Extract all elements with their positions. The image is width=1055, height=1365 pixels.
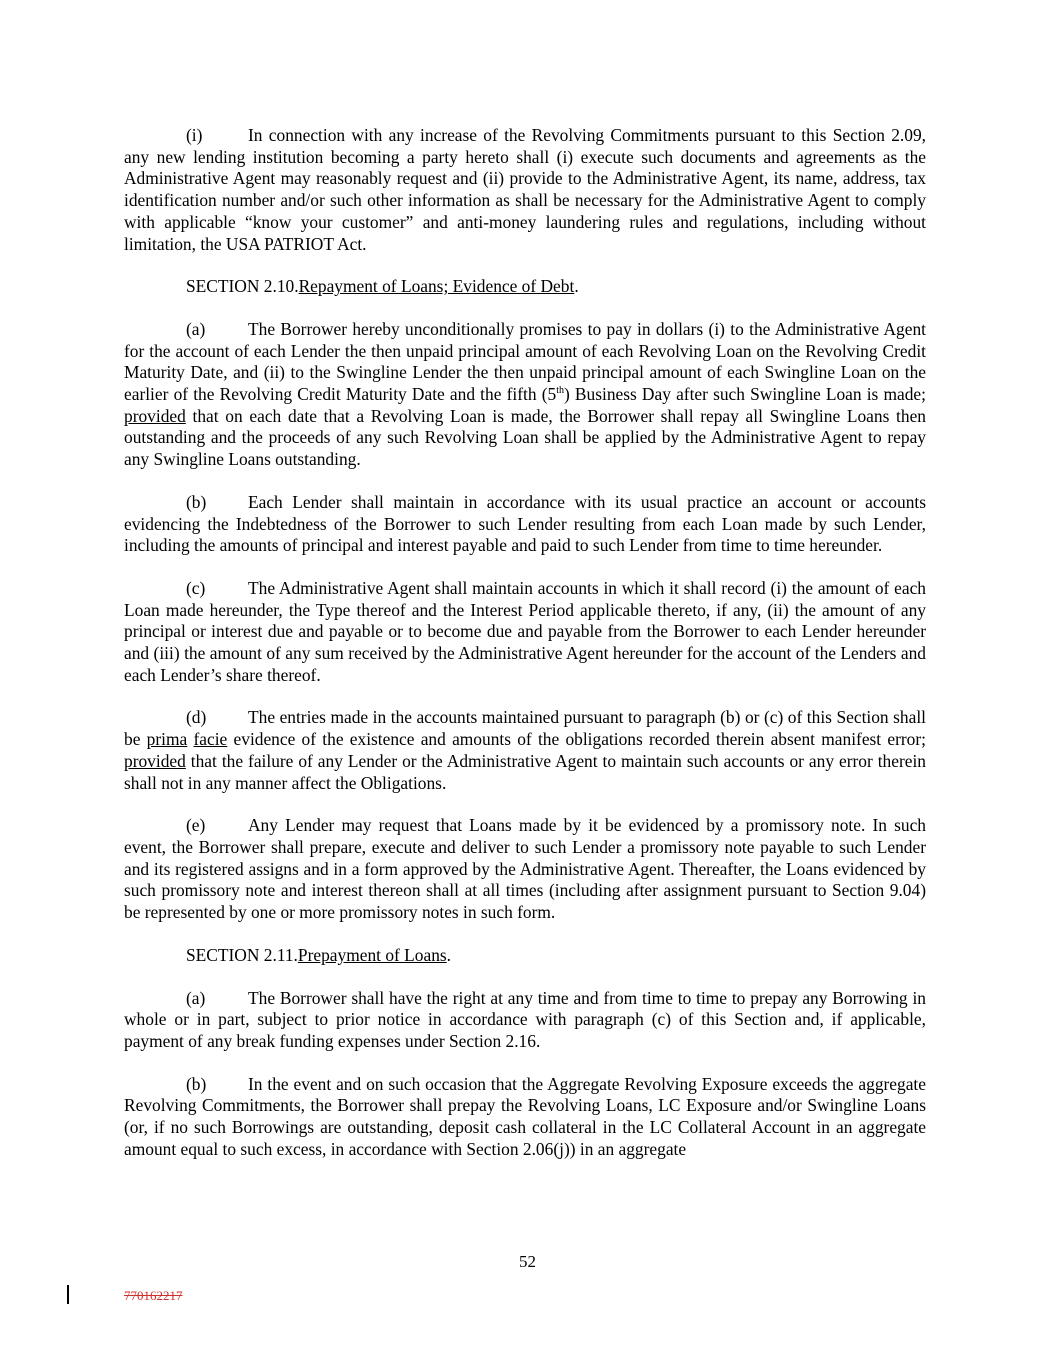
paragraph-i [124, 125, 926, 255]
paragraph-label: (d) [186, 707, 207, 728]
paragraph-2-10-c [124, 578, 926, 687]
paragraph-text: The Borrower shall have the right at any time and from time to time to prepay any Borrowing in whole or in part, subject to prior notice in accordance with paragraph (c) of this Section and, if applicable, payment of any break funding expenses under Section 2.16. [124, 987, 926, 1051]
document-number: 770162217 [124, 1288, 183, 1303]
paragraph-label: (a) [186, 987, 206, 1008]
paragraph-2-10-b [124, 492, 926, 557]
paragraph-2-11-a [124, 988, 926, 1053]
paragraph-text: In the event and on such occasion that the Aggregate Revolving Exposure exceeds the aggregate Revolving Commitments, the Borrower shall prepay the Revolving Loans, LC Exposure and/or Swingline Loans (or, if no such Borrowings are outstanding, deposit cash collateral in the LC Collateral Account in an aggregate amount equal to such excess, in accordance with Section 2.06(j)) in an aggregate [124, 1073, 926, 1159]
change-bar [67, 1285, 69, 1304]
prima-term: prima [146, 729, 188, 750]
paragraph-2-11-b [124, 1074, 926, 1161]
provided-term: provided [124, 405, 186, 426]
paragraph-label: (i) [186, 125, 203, 145]
paragraph-text: The Administrative Agent shall maintain accounts in which it shall record (i) the amount of each Loan made hereunder, the Type thereof and the Interest Period applicable thereto, if any, (ii) the amount of any principal or interest due and payable or to become due and payable from the Borrower to each Lender hereunder and (iii) the amount of any sum received by the Administrative Agent hereunder for the account of the Lenders and each Lender’s share thereof. [124, 577, 926, 685]
paragraph-text: that the failure of any Lender or the Administrative Agent to maintain such accounts or any error therein shall not in any manner affect the Obligations. [124, 750, 926, 793]
section-number: SECTION 2.11. [186, 944, 298, 965]
section-heading-2-10 [124, 276, 926, 298]
paragraph-label: (b) [186, 491, 207, 512]
paragraph-2-10-d [124, 707, 926, 794]
superscript: th [556, 385, 564, 397]
paragraph-2-10-e [124, 815, 926, 924]
paragraph-text: The Borrower hereby unconditionally promises to pay in dollars (i) to the Administrative Agent for the account of each Lender the then unpaid principal amount of each Revolving Loan on the Revolving Credit Maturity Date, and (ii) to the Swingline Lender the then unpaid principal amount of each Swingline Loan on the earlier of the Revolving Credit Maturity Date and the fifth (5 [124, 318, 926, 405]
section-period: . [574, 276, 579, 297]
paragraph-text: that on each date that a Revolving Loan is made, the Borrower shall repay all Swingline Loans then outstanding and the proceeds of any such Revolving Loan shall be applied by the Administrative Agent to repay any Swingline Loans outstanding. [124, 405, 926, 470]
section-title: Prepayment of Loans [297, 944, 447, 965]
provided-term: provided [124, 750, 186, 771]
document-body [124, 125, 926, 1181]
section-heading-2-11 [124, 945, 926, 967]
paragraph-label: (c) [186, 577, 206, 598]
section-title: Repayment of Loans; Evidence of Debt [298, 276, 575, 297]
paragraph-text: The entries made in the accounts maintained pursuant to paragraph (b) or (c) of this Section shall be [124, 707, 926, 750]
page-number: 52 [519, 1252, 536, 1271]
paragraph-label: (b) [186, 1073, 207, 1094]
paragraph-text: Each Lender shall maintain in accordance with its usual practice an account or accounts evidencing the Indebtedness of the Borrower to such Lender resulting from each Loan made by such Lender, including the amounts of principal and interest payable and paid to such Lender from time to time hereunder. [124, 491, 926, 556]
facie-term: facie [193, 729, 228, 750]
paragraph-label: (a) [186, 318, 206, 339]
paragraph-text: In connection with any increase of the Revolving Commitments pursuant to this Section 2.09, any new lending institution becoming a party hereto shall (i) execute such documents and agreements as the Administrative Agent may reasonably request and (ii) provide to the Administrative Agent, its name, address, tax identification number and/or such other information as shall be necessary for the Administrative Agent to comply with applicable “know your customer” and anti-money laundering rules and regulations, including without limitation, the USA PATRIOT Act. [124, 125, 926, 254]
paragraph-text: ) Business Day after such Swingline Loan is made; [563, 384, 926, 405]
paragraph-text: evidence of the existence and amounts of the obligations recorded therein absent manifest error; [227, 729, 926, 750]
paragraph-text: Any Lender may request that Loans made by it be evidenced by a promissory note. In such event, the Borrower shall prepare, execute and deliver to such Lender a promissory note payable to such Lender and its registered assigns and in a form approved by the Administrative Agent. Thereafter, the Loans evidenced by such promissory note and interest thereon shall at all times (including after assignment pursuant to Section 9.04) be represented by one or more promissory notes in such form. [124, 815, 926, 923]
paragraph-label: (e) [186, 815, 206, 836]
section-number: SECTION 2.10. [186, 276, 299, 297]
paragraph-2-10-a [124, 319, 926, 471]
section-period: . [446, 944, 452, 965]
